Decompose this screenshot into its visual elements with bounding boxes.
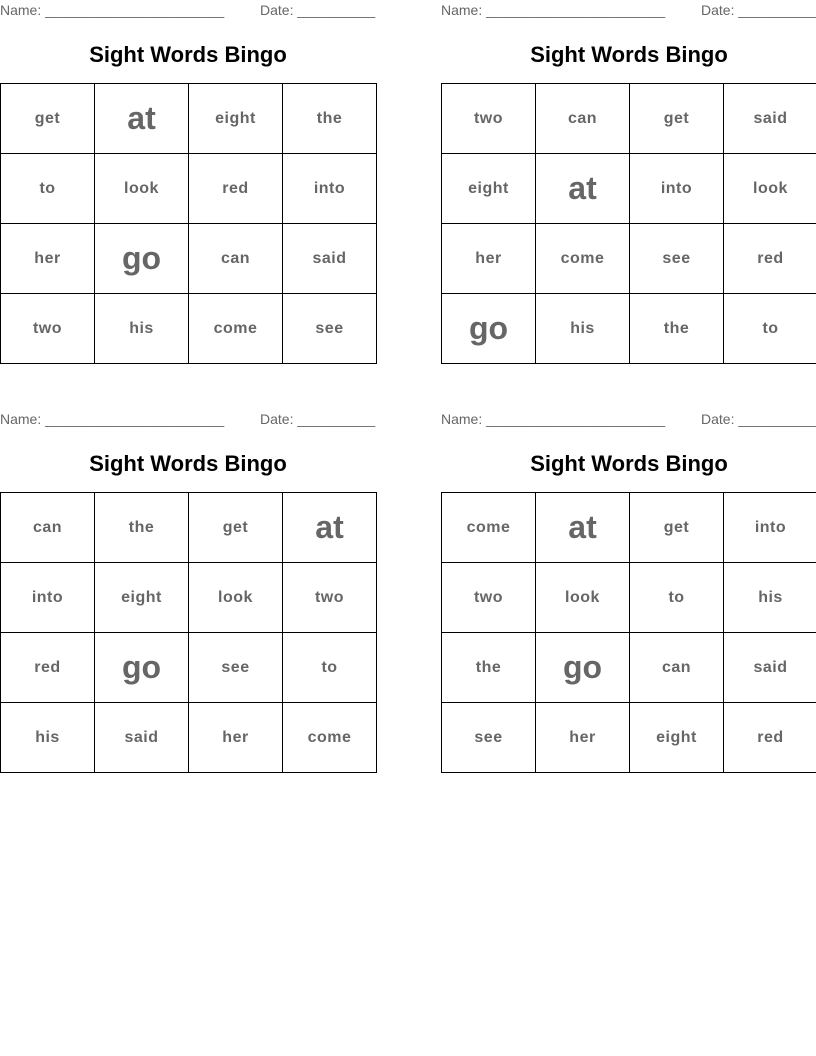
bingo-card (441, 409, 816, 746)
grid-row (1, 84, 377, 154)
bingo-cell: look (536, 563, 630, 633)
bingo-cell: eight (630, 703, 724, 773)
bingo-cell: two (1, 294, 95, 364)
grid-row (1, 493, 377, 563)
bingo-cell: red (724, 224, 816, 294)
grid-row (1, 154, 377, 224)
bingo-cell: can (1, 493, 95, 563)
bingo-card (0, 409, 376, 746)
grid-row (442, 563, 816, 633)
grid-row (1, 294, 377, 364)
bingo-cell: her (536, 703, 630, 773)
bingo-cell: go (95, 633, 189, 703)
bingo-cell: look (189, 563, 283, 633)
bingo-cell: can (189, 224, 283, 294)
bingo-cell: see (442, 703, 536, 773)
bingo-cell: get (189, 493, 283, 563)
bingo-cell: red (189, 154, 283, 224)
bingo-cell: get (630, 84, 724, 154)
bingo-cell: come (536, 224, 630, 294)
bingo-cell: the (442, 633, 536, 703)
name-field: Name: _______________________ (0, 411, 225, 427)
grid-row (1, 224, 377, 294)
bingo-grid (0, 83, 377, 364)
grid-row (442, 84, 816, 154)
bingo-cell: eight (442, 154, 536, 224)
bingo-cell: go (95, 224, 189, 294)
bingo-cell: go (536, 633, 630, 703)
bingo-cell: at (536, 493, 630, 563)
card-title: Sight Words Bingo (89, 42, 287, 67)
bingo-cell: red (1, 633, 95, 703)
bingo-grid (441, 492, 816, 773)
bingo-cell: two (442, 84, 536, 154)
bingo-cell: his (1, 703, 95, 773)
name-field: Name: _______________________ (441, 411, 666, 427)
bingo-cell: into (724, 493, 816, 563)
bingo-cell: at (536, 154, 630, 224)
date-field: Date: __________ (701, 2, 816, 18)
bingo-cell: can (630, 633, 724, 703)
bingo-cell: eight (95, 563, 189, 633)
date-field: Date: __________ (260, 411, 376, 427)
bingo-cell: the (283, 84, 377, 154)
bingo-cell: to (283, 633, 377, 703)
bingo-cell: at (283, 493, 377, 563)
grid-row (1, 563, 377, 633)
bingo-cell: go (442, 294, 536, 364)
date-field: Date: __________ (260, 2, 376, 18)
name-field: Name: _______________________ (0, 2, 225, 18)
bingo-cell: her (189, 703, 283, 773)
bingo-cell: said (95, 703, 189, 773)
bingo-cell: come (442, 493, 536, 563)
bingo-cell: eight (189, 84, 283, 154)
bingo-cell: come (189, 294, 283, 364)
bingo-cell: to (1, 154, 95, 224)
bingo-cell: at (95, 84, 189, 154)
bingo-cell: get (1, 84, 95, 154)
bingo-cell: said (724, 633, 816, 703)
bingo-cell: into (1, 563, 95, 633)
grid-row (442, 703, 816, 773)
bingo-cell: said (283, 224, 377, 294)
bingo-cell: see (283, 294, 377, 364)
grid-row (442, 154, 816, 224)
bingo-cell: two (283, 563, 377, 633)
bingo-cell: look (724, 154, 816, 224)
bingo-cell: two (442, 563, 536, 633)
bingo-cell: to (630, 563, 724, 633)
bingo-cell: see (189, 633, 283, 703)
bingo-cell: the (95, 493, 189, 563)
bingo-cell: see (630, 224, 724, 294)
bingo-cell: said (724, 84, 816, 154)
grid-row (1, 703, 377, 773)
bingo-cell: into (630, 154, 724, 224)
bingo-grid (0, 492, 377, 773)
bingo-cell: her (442, 224, 536, 294)
bingo-card (441, 0, 816, 346)
bingo-cell: red (724, 703, 816, 773)
bingo-cell: get (630, 493, 724, 563)
bingo-cell: look (95, 154, 189, 224)
bingo-card (0, 0, 376, 337)
bingo-cell: can (536, 84, 630, 154)
bingo-cell: her (1, 224, 95, 294)
date-field: Date: __________ (701, 411, 816, 427)
bingo-cell: his (95, 294, 189, 364)
card-title: Sight Words Bingo (530, 451, 728, 476)
grid-row (442, 294, 816, 364)
bingo-cell: his (724, 563, 816, 633)
card-title: Sight Words Bingo (530, 42, 728, 67)
bingo-cell: the (630, 294, 724, 364)
card-title: Sight Words Bingo (89, 451, 287, 476)
bingo-grid (441, 83, 816, 364)
grid-row (1, 633, 377, 703)
bingo-cell: his (536, 294, 630, 364)
bingo-cell: into (283, 154, 377, 224)
bingo-cell: come (283, 703, 377, 773)
grid-row (442, 493, 816, 563)
grid-row (442, 224, 816, 294)
grid-row (442, 633, 816, 703)
name-field: Name: _______________________ (441, 2, 666, 18)
bingo-cell: to (724, 294, 816, 364)
